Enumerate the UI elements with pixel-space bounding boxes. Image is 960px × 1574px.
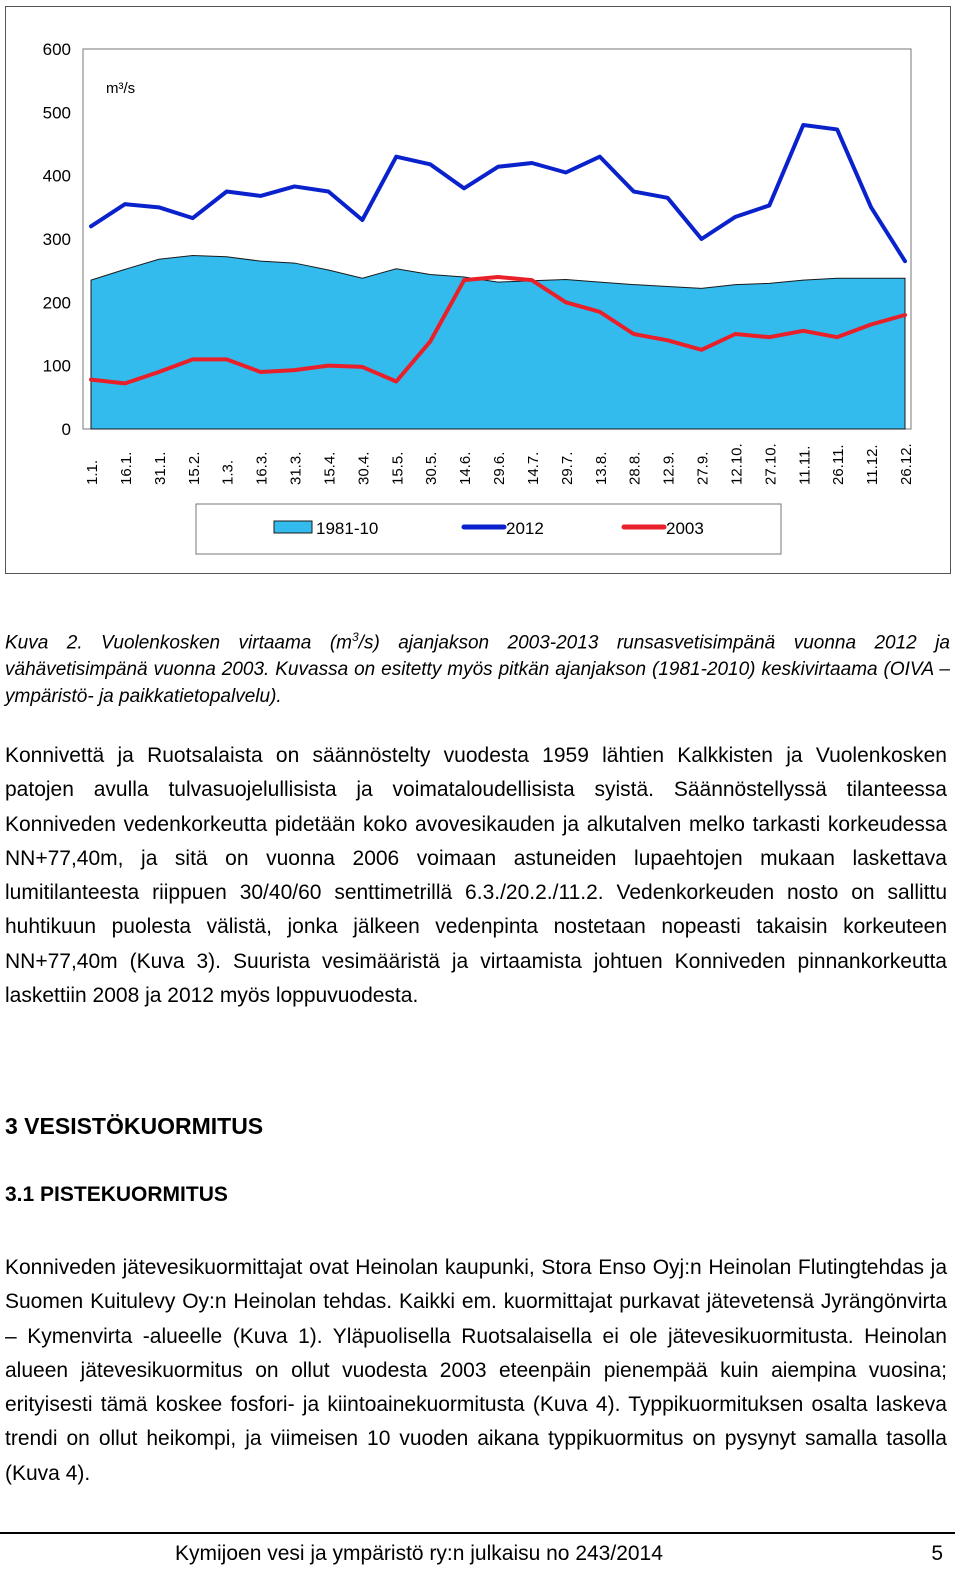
y-tick-label: 600 bbox=[42, 40, 71, 59]
y-tick-label: 100 bbox=[42, 356, 71, 376]
flow-chart-frame bbox=[5, 6, 951, 574]
legend-label: 1981-10 bbox=[316, 519, 379, 538]
x-tick-label: 14.7. bbox=[524, 451, 542, 485]
unit-label: m³/s bbox=[106, 80, 136, 97]
legend-label: 2012 bbox=[506, 519, 544, 538]
page-footer bbox=[0, 1532, 955, 1574]
x-tick-label: 27.9. bbox=[694, 451, 712, 485]
y-tick-label: 0 bbox=[61, 420, 71, 439]
y-tick-label: 200 bbox=[42, 293, 71, 313]
paragraph-regulation: Konnivettä ja Ruotsalaista on säännöstelty vuodesta 1959 lähtien Kalkkisten ja Vuolenkosken patojen avulla tulvasuojelullisista ja voimataloudellisista syistä. Säännöstellyssä tilanteessa Konniveden vedenkorkeutta pidetään koko avovesikauden ja alkutalven melko tarkasti korkeudessa NN+77,40m, ja sitä on vuonna 2006 voimaan astuneiden lupaehtojen mukaan laskettava lumitilanteesta riippuen 30/40/60 senttimetrillä 6.3./20.2./11.2. Vedenkorkeuden nosto on sallittu huhtikuun puolesta välistä, jonka jälkeen vedenpinta nostetaan nopeasti takaisin korkeuteen NN+77,40m (Kuva 3). Suurista vesimääristä ja virtaamista johtuen Konniveden pinnankorkeutta laskettiin 2008 ja 2012 myös loppuvuodesta. bbox=[5, 744, 947, 1008]
x-tick-label: 12.10. bbox=[728, 443, 746, 485]
x-tick-label: 1.1. bbox=[84, 459, 101, 485]
x-tick-label: 26.11. bbox=[830, 444, 848, 485]
y-tick-label: 400 bbox=[42, 166, 71, 186]
y-tick-label: 500 bbox=[42, 103, 71, 123]
series-line-2012 bbox=[91, 125, 905, 261]
footer-publication: Kymijoen vesi ja ympäristö ry:n julkaisu no 243/2014 bbox=[175, 1542, 663, 1565]
subsection-heading: 3.1 PISTEKUORMITUS bbox=[5, 1183, 228, 1206]
figure-caption bbox=[5, 624, 950, 710]
x-tick-label: 11.11. bbox=[796, 445, 814, 485]
x-tick-label: 30.5. bbox=[423, 451, 441, 485]
x-tick-label: 27.10. bbox=[762, 443, 780, 485]
x-tick-label: 15.2. bbox=[185, 451, 203, 485]
x-tick-label: 13.8. bbox=[592, 451, 610, 485]
x-tick-label: 14.6. bbox=[457, 451, 475, 485]
x-tick-label: 29.7. bbox=[558, 451, 576, 485]
x-tick-label: 26.12. bbox=[898, 443, 915, 485]
x-tick-label: 11.12. bbox=[864, 444, 882, 485]
x-tick-label: 15.4. bbox=[321, 451, 339, 485]
x-tick-label: 31.3. bbox=[287, 451, 305, 485]
legend-swatch-1981-10 bbox=[274, 521, 312, 533]
x-tick-label: 29.6. bbox=[491, 451, 508, 485]
legend-label: 2003 bbox=[666, 519, 704, 538]
x-tick-label: 15.5. bbox=[389, 451, 407, 485]
paragraph-point-load: Konniveden jätevesikuormittajat ovat Heinolan kaupunki, Stora Enso Oyj:n Heinolan Flutingtehdas ja Suomen Kuitulevy Oy:n Heinolan tehdas. Kaikki em. kuormittajat purkavat jätevetensä Jyrängönvirta – Kymenvirta -alueelle (Kuva 1). Yläpuolisella Ruotsalaisella ei ole jätevesikuormitusta. Heinolan alueen jätevesikuormitus on ollut vuodesta 2003 eteenpäin pienempää kuin aiempina vuosina; erityisesti tämä koskee fosfori- ja kiintoainekuormitusta (Kuva 4). Typpikuormituksen osalta laskeva trendi on ollut heikompi, ja viimeisen 10 vuoden aikana typpikuormitus on pysynyt samalla tasolla (Kuva 4). bbox=[5, 1256, 947, 1485]
x-tick-label: 31.1. bbox=[151, 451, 169, 485]
y-tick-label: 300 bbox=[42, 230, 71, 249]
x-tick-label: 16.1. bbox=[117, 451, 135, 485]
section-heading: 3 VESISTÖKUORMITUS bbox=[5, 1113, 264, 1139]
flow-chart bbox=[6, 7, 952, 575]
x-tick-label: 28.8. bbox=[626, 451, 644, 485]
caption-sup: 3 bbox=[351, 630, 359, 644]
x-tick-label: 16.3. bbox=[253, 451, 271, 485]
caption-prefix: Kuva 2. Vuolenkosken virtaama (m bbox=[5, 632, 352, 654]
x-tick-label: 30.4. bbox=[355, 451, 373, 485]
x-tick-label: 12.9. bbox=[660, 451, 678, 485]
caption-suffix: /s) ajanjakson 2003-2013 runsasvetisimpänä vuonna 2012 ja vähävetisimpänä vuonna 2003. Kuvassa on esitetty myös pitkän ajanjakson (1981-2010) keskivirtaama (OIVA – ympäristö- ja paikkatietopalvelu). bbox=[5, 632, 950, 708]
x-tick-label: 1.3. bbox=[219, 459, 237, 485]
series-area-1981-10 bbox=[91, 255, 905, 429]
page-number: 5 bbox=[931, 1542, 943, 1565]
